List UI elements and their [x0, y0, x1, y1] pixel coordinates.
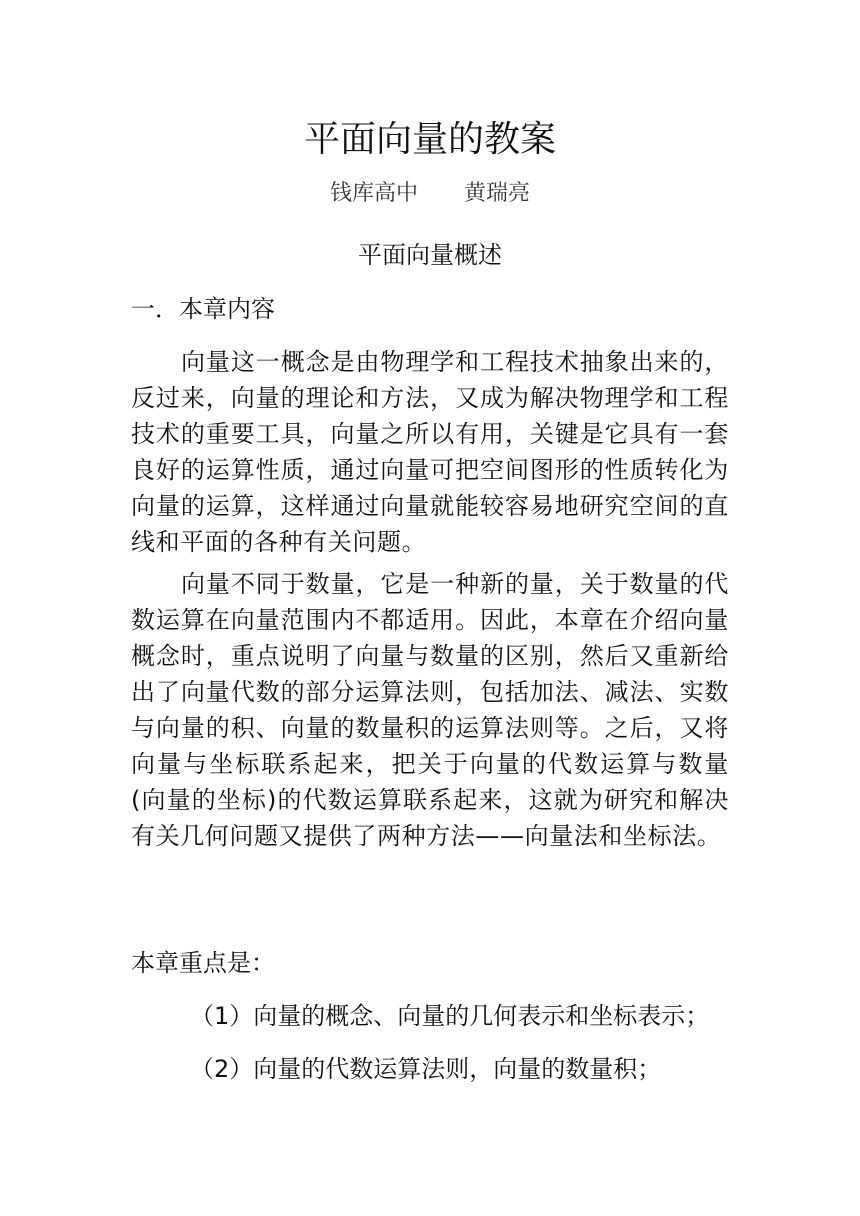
section-heading: 一．本章内容 — [131, 295, 275, 323]
key-point-item: （2）向量的代数运算法则，向量的数量积； — [190, 1055, 662, 1083]
paragraph-1: 向量这一概念是由物理学和工程技术抽象出来的，反过来，向量的理论和方法，又成为解决物理学和工程技术的重要工具，向量之所以有用，关键是它具有一套良好的运算性质，通过向量可把空间图形的性质转化为向量的运算，这样通过向量就能较容易地研究空间的直线和平面的各种有关问题。 — [131, 348, 729, 556]
author-line — [0, 178, 860, 210]
paragraph-2: 向量不同于数量，它是一种新的量，关于数量的代数运算在向量范围内不都适用。因此，本章在介绍向量概念时，重点说明了向量与数量的区别，然后又重新给出了向量代数的部分运算法则，包括加法、减法、实数与向量的积、向量的数量积的运算法则等。之后，又将向量与坐标联系起来，把关于向量的代数运算与数量(向量的坐标)的代数运算联系起来，这就为研究和解决有关几何问题又提供了两种方法——向量法和坐标法。 — [131, 570, 729, 850]
key-point-item: （1）向量的概念、向量的几何表示和坐标表示； — [190, 1002, 710, 1030]
document-title: 平面向量的教案 — [303, 119, 556, 160]
author-name: 黄瑞亮 — [464, 181, 531, 206]
document-subtitle: 平面向量概述 — [358, 241, 502, 269]
key-points-heading: 本章重点是： — [131, 949, 275, 977]
author-school: 钱库高中 — [329, 181, 418, 206]
